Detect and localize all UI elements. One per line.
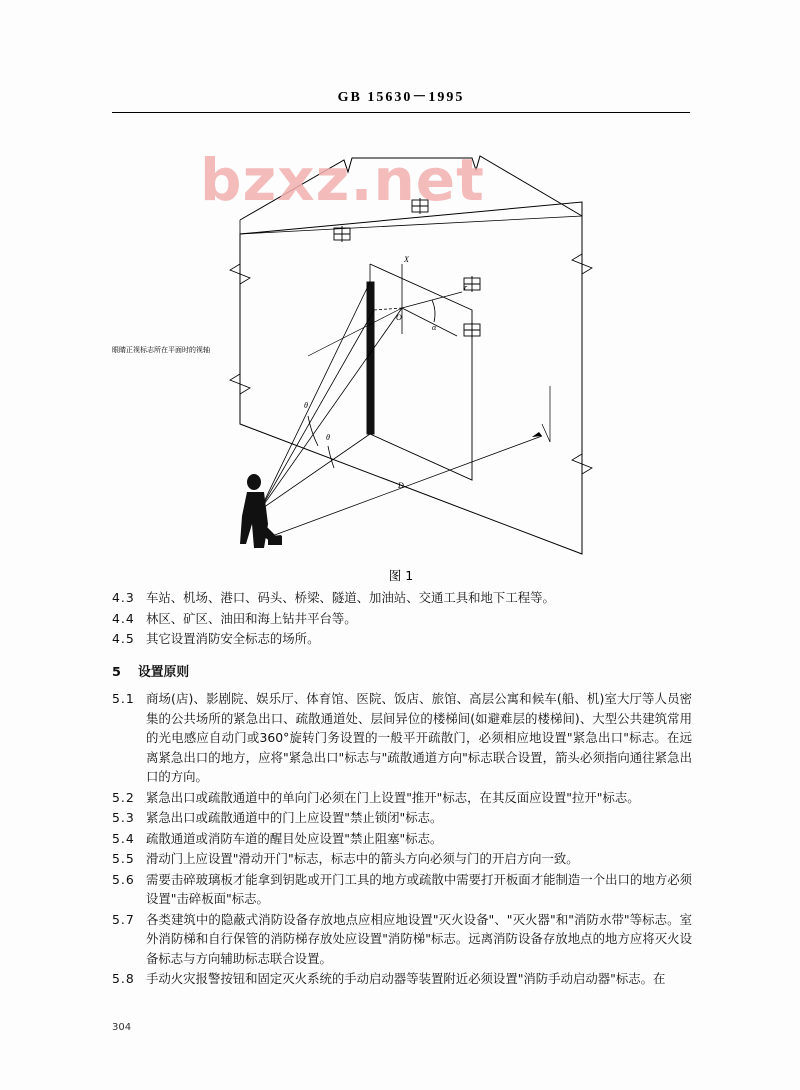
watermark: bzxz.net bbox=[200, 146, 485, 214]
clause-number: 5.2 bbox=[112, 789, 135, 805]
figure-1 bbox=[112, 124, 690, 564]
clause-5-6 bbox=[112, 870, 692, 909]
clause-text: 车站、机场、港口、码头、桥梁、隧道、加油站、交通工具和地下工程等。 bbox=[146, 590, 555, 605]
clause-number: 4.3 bbox=[112, 590, 135, 605]
clause-5-2 bbox=[112, 788, 692, 808]
section-title: 设置原则 bbox=[138, 664, 190, 680]
header-divider bbox=[112, 112, 690, 113]
standard-number: GB 15630－1995 bbox=[337, 90, 465, 105]
clause-text: 手动火灾报警按钮和固定灭火系统的手动启动器等装置附近必须设置"消防手动启动器"标志。在 bbox=[146, 971, 666, 986]
clause-text: 各类建筑中的隐蔽式消防设备存放地点应相应地设置"灭火设备"、"灭火器"和"消防水带"等标志。室外消防梯和自行保管的消防梯存放处应设置"消防梯"标志。远离消防设备存放地点的地方应将灭火设备标志与方向辅助标志联合设置。 bbox=[146, 911, 692, 966]
figure-label-r: r bbox=[464, 283, 468, 292]
section-heading-5 bbox=[112, 663, 692, 683]
figure-annotation: 眼睛正视标志所在平面时的视轴 bbox=[112, 346, 210, 354]
clause-text: 需要击碎玻璃板才能拿到钥匙或开门工具的地方或疏散中需要打开板面才能制造一个出口的地方必须设置"击碎板面"标志。 bbox=[146, 871, 692, 906]
clause-number: 4.5 bbox=[112, 631, 135, 646]
clause-text: 紧急出口或疏散通道中的门上应设置"禁止锁闭"标志。 bbox=[146, 810, 443, 825]
figure-label-o: O bbox=[396, 313, 402, 322]
clause-number: 5.7 bbox=[112, 911, 135, 927]
clause-number: 5.1 bbox=[112, 691, 135, 706]
clause-number: 5.3 bbox=[112, 810, 135, 825]
section-number: 5 bbox=[112, 664, 121, 680]
clause-4-3 bbox=[112, 588, 692, 608]
figure-label-d: D bbox=[398, 481, 404, 490]
clause-text: 商场(店)、影剧院、娱乐厅、体育馆、医院、饭店、旅馆、高层公寓和候车(船、机)室大厅等人员密集的公共场所的紧急出口、疏散通道处、层间异位的楼梯间(如避难层的楼梯间)、大型公共建筑常用的光电感应自动门或360°旋转门务设置的一般平开疏散门，必须相应地设置"紧急出口"标志。在远离紧急出口的地方，应将"紧急出口"标志与"疏散通道方向"标志联合设置，箭头必须指向通往紧急出口的方向。 bbox=[146, 691, 692, 784]
clause-4-4 bbox=[112, 609, 692, 629]
clause-5-1 bbox=[112, 689, 692, 787]
document-body bbox=[112, 588, 692, 990]
clause-text: 紧急出口或疏散通道中的单向门必须在门上设置"推开"标志，在其反面应设置"拉开"标志。 bbox=[146, 789, 640, 805]
clause-5-4 bbox=[112, 829, 692, 849]
clause-5-3 bbox=[112, 808, 692, 828]
clause-text: 其它设置消防安全标志的场所。 bbox=[146, 631, 320, 646]
clause-number: 5.8 bbox=[112, 971, 135, 986]
clause-5-8 bbox=[112, 969, 692, 989]
clause-number: 5.5 bbox=[112, 851, 135, 866]
page-number: 304 bbox=[112, 1022, 132, 1033]
clause-5-7 bbox=[112, 910, 692, 969]
clause-number: 5.4 bbox=[112, 830, 135, 846]
figure-label-alpha: α bbox=[432, 323, 437, 332]
clause-text: 疏散通道或消防车道的醒目处应设置"禁止阻塞"标志。 bbox=[146, 830, 443, 846]
clause-text: 林区、矿区、油田和海上钻井平台等。 bbox=[146, 610, 357, 626]
clause-5-5 bbox=[112, 849, 692, 869]
figure-caption: 图 1 bbox=[388, 568, 414, 583]
page-header bbox=[112, 86, 690, 106]
clause-number: 5.6 bbox=[112, 871, 135, 887]
clause-text: 滑动门上应设置"滑动开门"标志，标志中的箭头方向必须与门的开启方向一致。 bbox=[146, 851, 579, 866]
figure-label-theta-2: θ bbox=[326, 433, 330, 442]
figure-label-theta-1: θ bbox=[304, 401, 308, 410]
figure-label-x: X bbox=[404, 255, 409, 264]
clause-4-5 bbox=[112, 629, 692, 649]
clause-number: 4.4 bbox=[112, 610, 135, 626]
